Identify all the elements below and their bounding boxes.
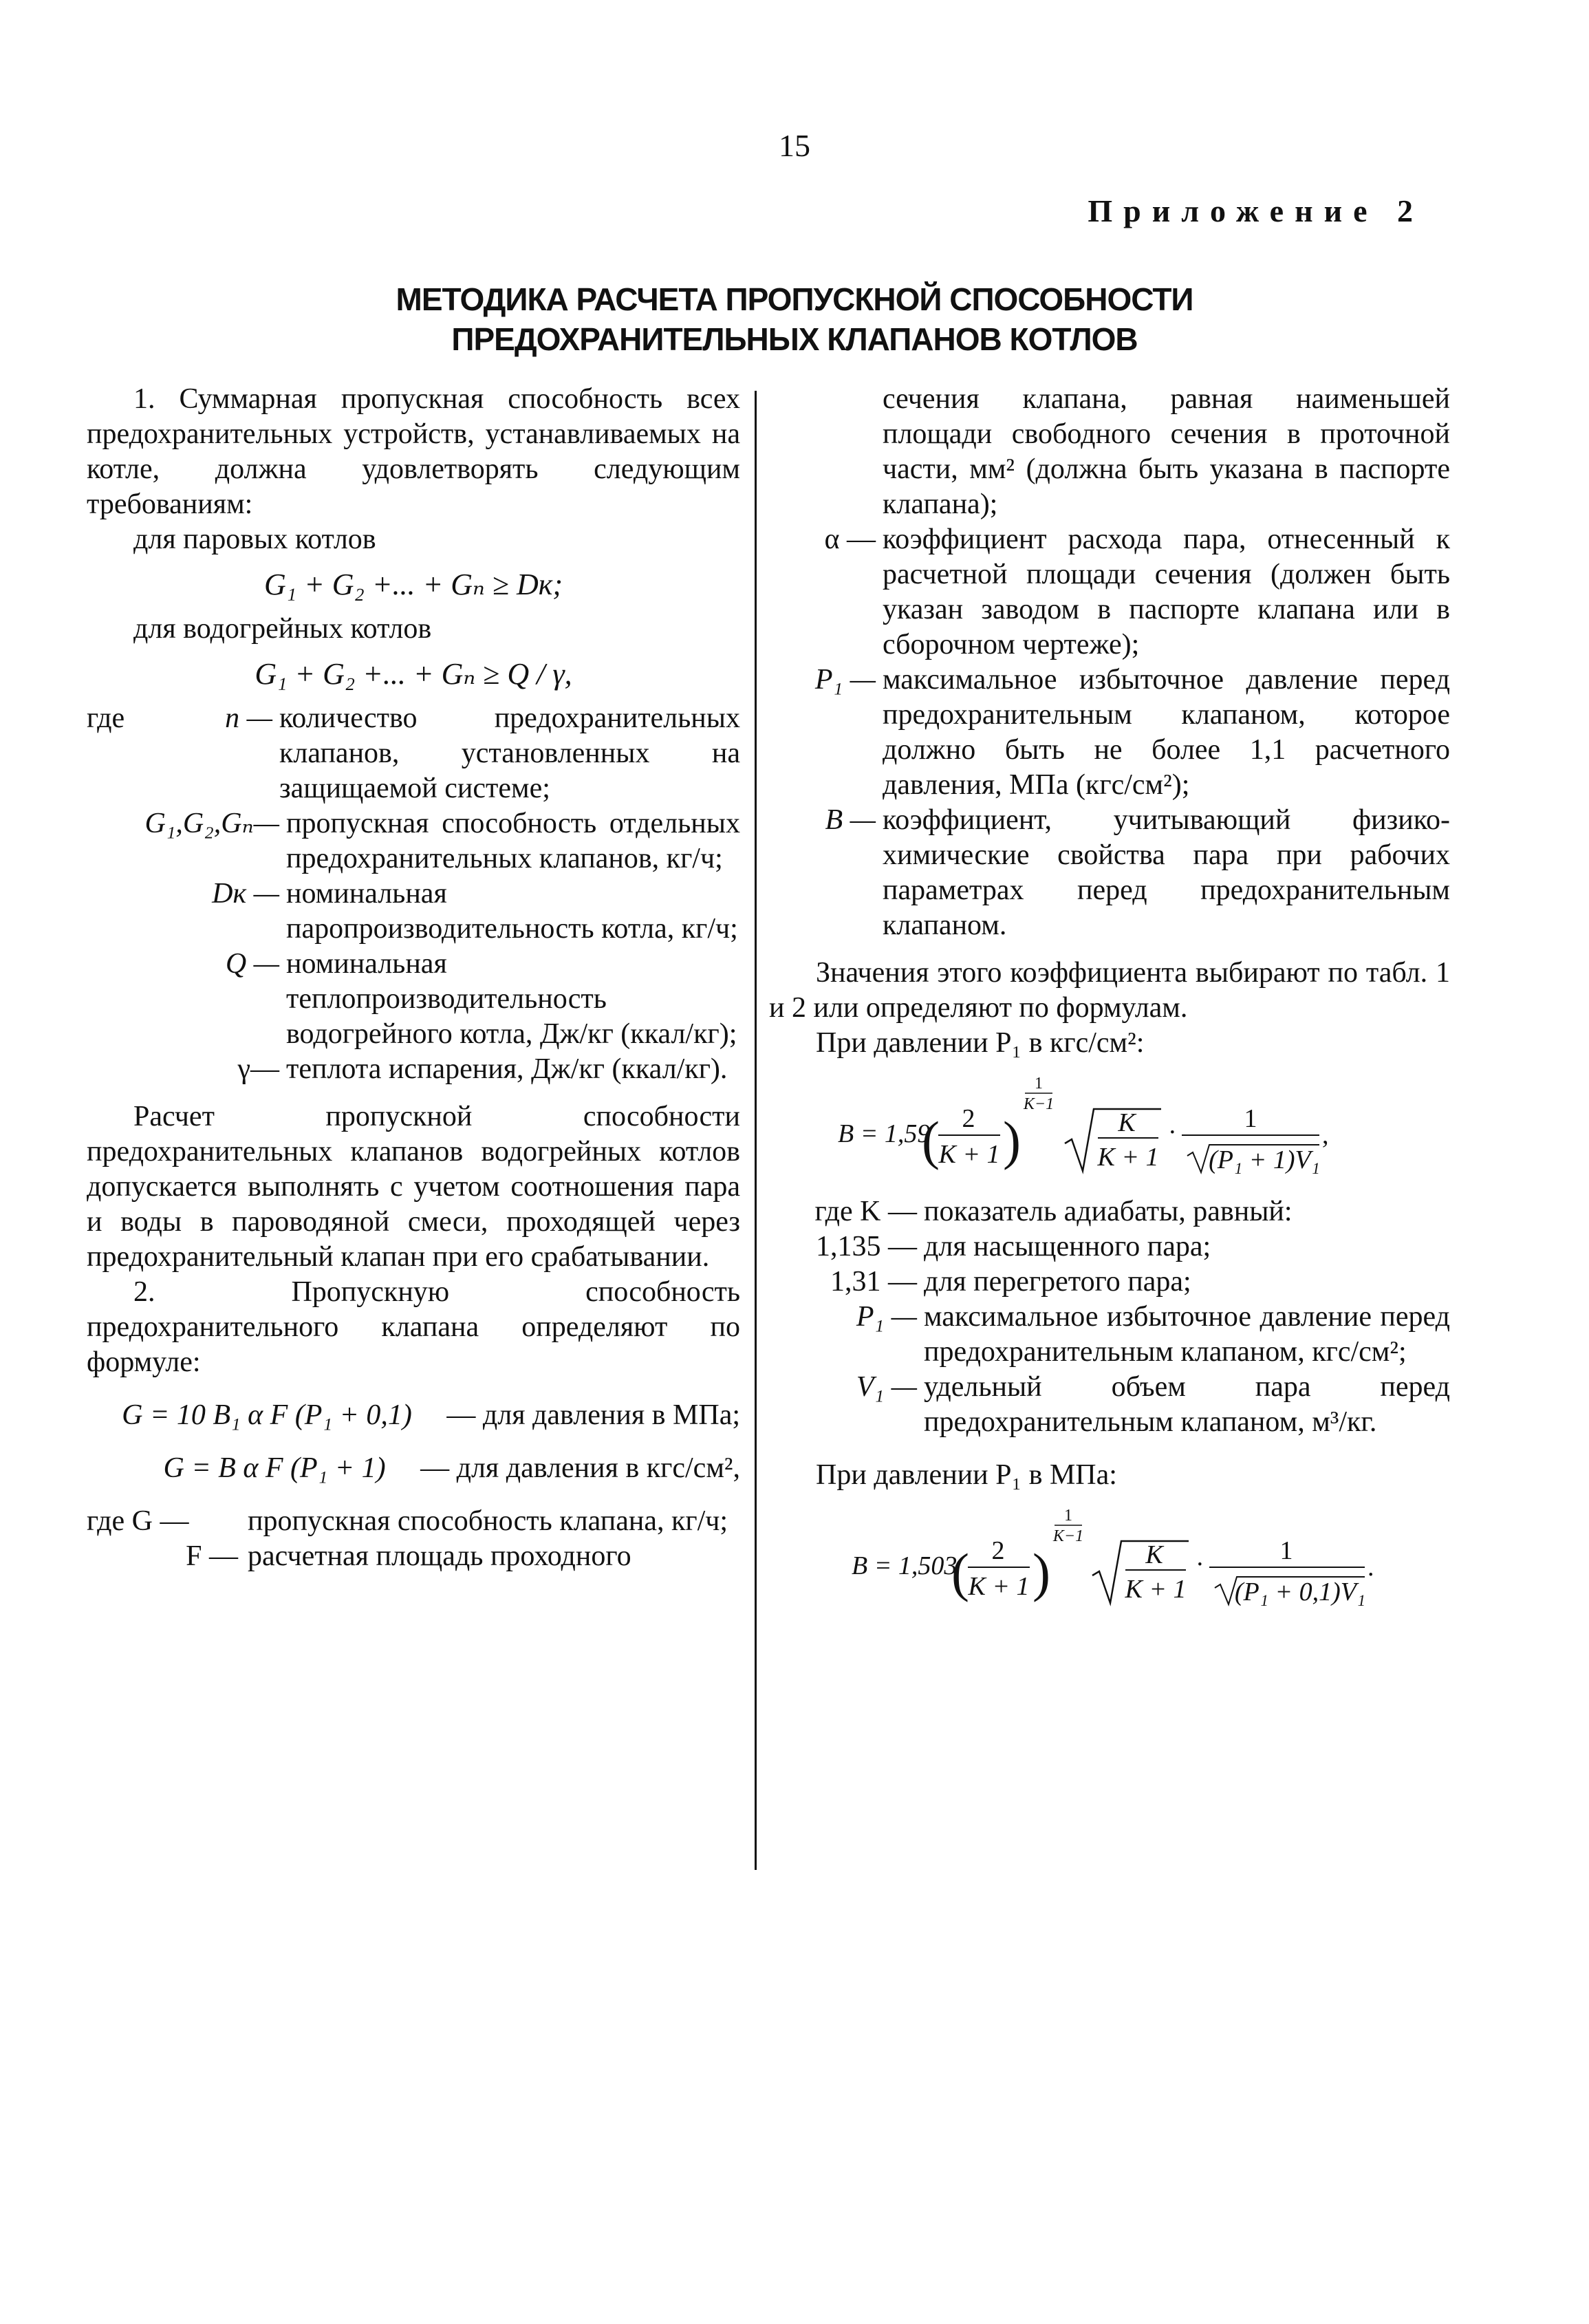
definition-text: для перегретого пара;	[924, 1266, 1191, 1298]
definition-symbol: F —	[186, 1540, 238, 1572]
definition-text: расчетная площадь проходного	[248, 1540, 631, 1572]
formula-kgs-line	[87, 1451, 740, 1486]
definition-text: коэффициент, учитывающий физико-химические свойства пара при рабочих параметрах перед предохранительным клапаном.	[883, 804, 1450, 941]
definition-continued	[769, 382, 1450, 522]
formula-kgs-note: — для давления в кгс/см²,	[420, 1452, 740, 1484]
definition-k-saturated	[769, 1229, 1450, 1265]
formula-end: ,	[1322, 1121, 1329, 1150]
definition-symbol: Q —	[225, 948, 279, 980]
fraction-numerator: 2	[962, 1104, 975, 1133]
definition-text: пропускная способность отдельных предохранительных клапанов, кг/ч;	[286, 808, 740, 874]
definition-symbol: P₁ —	[856, 1301, 917, 1333]
sqrt-numerator: K	[1118, 1108, 1136, 1137]
formula-lhs: B = 1,503	[852, 1551, 958, 1580]
definition-k-superheated	[769, 1265, 1450, 1300]
paren-open: (	[951, 1542, 969, 1602]
definition-symbol: P₁ —	[814, 664, 876, 696]
fraction-numerator: 1	[1279, 1536, 1293, 1565]
fraction-numerator: 1	[1244, 1104, 1257, 1133]
definition-gamma	[87, 1052, 740, 1087]
definition-n	[87, 701, 740, 806]
fraction-denominator: (P₁ + 1)V₁	[1209, 1145, 1320, 1174]
page-title-line-1: МЕТОДИКА РАСЧЕТА ПРОПУСКНОЙ СПОСОБНОСТИ	[396, 281, 1193, 317]
definition-symbol: Dк —	[212, 878, 279, 910]
definition-text: максимальное избыточное давление перед предохранительным клапаном, которое должно быть не более 1,1 расчетного давления, МПа (кгс/см²);	[883, 664, 1450, 801]
formula-lhs: B = 1,59	[838, 1119, 931, 1148]
formula-water: G₁ + G₂ +... + Gₙ ≥ Q / γ,	[255, 657, 572, 691]
steam-label: для паровых котлов	[133, 524, 376, 555]
definition-symbol: α —	[824, 524, 876, 555]
paren-open: (	[922, 1110, 940, 1170]
definition-flow	[87, 1504, 740, 1539]
right-column	[769, 382, 1450, 1626]
fraction-denominator: K + 1	[968, 1572, 1030, 1601]
paragraph-calc: Расчет пропускной способности предохранительных клапанов водогрейных котлов допускается выполнять с учетом соотношения пара и воды в пароводяной смеси, проходящей через предохранительный клапан при его срабатывании.	[87, 1101, 740, 1273]
at-kgs-label: При давлении P₁ в кгс/см²:	[816, 1027, 1145, 1059]
sqrt-denominator: K + 1	[1097, 1143, 1159, 1172]
water-label: для водогрейных котлов	[133, 613, 432, 645]
definition-dk	[87, 876, 740, 947]
definition-text: номинальная паропроизводительность котла, кг/ч;	[286, 878, 738, 945]
definition-text: максимальное избыточное давление перед предохранительным клапаном, кгс/см²;	[924, 1301, 1450, 1368]
definition-text: номинальная теплопроизводительность водогрейного котла, Дж/кг (ккал/кг);	[286, 948, 737, 1050]
at-mpa-label: При давлении P₁ в МПа:	[816, 1459, 1117, 1491]
paren-close: )	[1003, 1110, 1021, 1170]
sqrt-numerator: K	[1145, 1540, 1163, 1569]
formula-b-kgs	[769, 1075, 1450, 1178]
multiply-dot: ·	[1196, 1550, 1204, 1579]
definition-text: количество предохранительных клапанов, установленных на защищаемой системе;	[279, 702, 740, 804]
formula-b-mpa	[769, 1507, 1450, 1610]
multiply-dot: ·	[1168, 1118, 1177, 1147]
formula-kgs: G = B α F (P₁ + 1)	[163, 1452, 386, 1484]
definition-symbol: G₁,G₂,Gₙ—	[144, 808, 279, 839]
where-label: где	[87, 702, 125, 734]
formula-mpa: G = 10 B₁ α F (P₁ + 0,1)	[122, 1399, 412, 1431]
fraction-numerator: 2	[991, 1536, 1005, 1565]
formula-end: .	[1368, 1553, 1374, 1582]
formula-mpa-note: — для давления в МПа;	[446, 1399, 740, 1431]
exponent-denominator: K−1	[1023, 1095, 1055, 1113]
page-title-line-2: ПРЕДОХРАНИТЕЛЬНЫХ КЛАПАНОВ КОТЛОВ	[451, 321, 1138, 357]
definition-text: удельный объем пара перед предохранительным клапаном, м³/кг.	[924, 1371, 1450, 1438]
definition-text: сечения клапана, равная наименьшей площади свободного сечения в проточной части, мм² (должна быть указана в паспорте клапана);	[883, 383, 1450, 520]
paragraph-values: Значения этого коэффициента выбирают по табл. 1 и 2 или определяют по формулам.	[769, 957, 1450, 1024]
appendix-label: Приложение 2	[1088, 193, 1424, 228]
definition-q	[87, 947, 740, 1052]
definition-k	[769, 1194, 1450, 1229]
definition-area	[87, 1539, 740, 1574]
definition-symbol: γ—	[237, 1053, 279, 1085]
definition-text: теплота испарения, Дж/кг (ккал/кг).	[286, 1053, 728, 1085]
formula-steam: G₁ + G₂ +... + Gₙ ≥ Dк;	[264, 568, 563, 601]
paragraph-2: 2. Пропускную способность предохранительного клапана определяют по формуле:	[87, 1276, 740, 1378]
definition-symbol: где G —	[87, 1505, 189, 1537]
left-column	[87, 382, 740, 1574]
formula-mpa-line	[87, 1398, 740, 1433]
definition-symbol: 1,135 —	[816, 1231, 917, 1262]
definition-symbol: V₁ —	[856, 1371, 917, 1403]
definition-g	[87, 806, 740, 876]
definition-text: для насыщенного пара;	[924, 1231, 1211, 1262]
definition-text: пропускная способность клапана, кг/ч;	[248, 1505, 728, 1537]
fraction-denominator: K + 1	[938, 1140, 1000, 1169]
exponent-numerator: 1	[1064, 1507, 1072, 1525]
definition-v1	[769, 1370, 1450, 1440]
definition-symbol: B —	[825, 804, 876, 836]
definition-symbol: где K —	[814, 1196, 917, 1227]
definition-symbol: 1,31 —	[830, 1266, 917, 1298]
definition-text: коэффициент расхода пара, отнесенный к расчетной площади сечения (должен быть указан заводом в паспорте клапана или в сборочном чертеже);	[883, 524, 1450, 660]
definition-b	[769, 803, 1450, 943]
definition-p1-kgs	[769, 1300, 1450, 1370]
sqrt-denominator: K + 1	[1125, 1575, 1187, 1604]
fraction-denominator: (P₁ + 0,1)V₁	[1234, 1578, 1366, 1606]
definition-symbol: n —	[225, 702, 272, 734]
page-number: 15	[779, 128, 810, 163]
paren-close: )	[1033, 1542, 1050, 1602]
exponent-numerator: 1	[1035, 1075, 1043, 1093]
exponent-denominator: K−1	[1052, 1527, 1084, 1545]
definition-text: показатель адиабаты, равный:	[924, 1196, 1293, 1227]
definition-alpha	[769, 522, 1450, 663]
definition-p1	[769, 663, 1450, 803]
paragraph-1: 1. Суммарная пропускная способность всех предохранительных устройств, устанавливаемых на котле, должна удовлетворять следующим требованиям:	[87, 383, 740, 520]
column-divider	[755, 391, 757, 1870]
